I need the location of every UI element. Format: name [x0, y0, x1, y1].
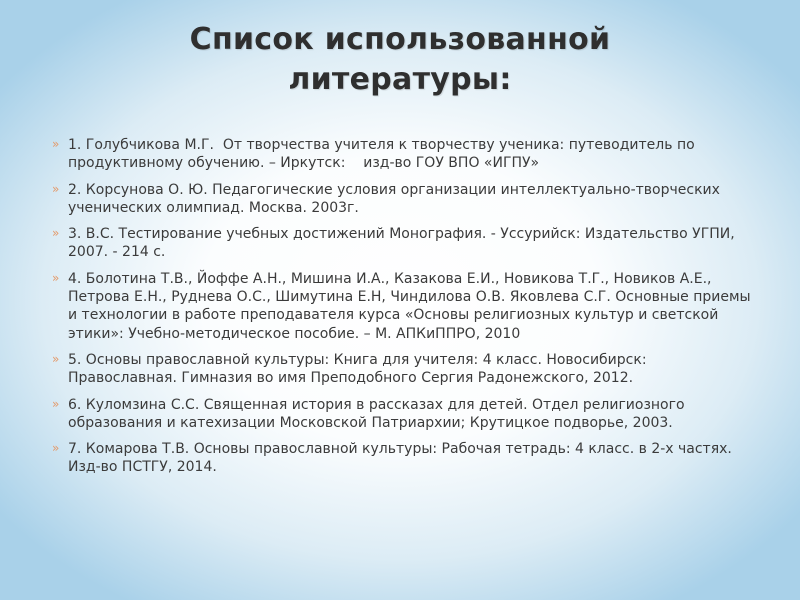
reference-text: 3. В.С. Тестирование учебных достижений Монография. - Уссурийск: Издательство УГПИ, 2007. - 214 с. — [68, 226, 740, 261]
reference-item-6 — [52, 396, 752, 433]
reference-item-2 — [52, 181, 752, 218]
reference-text: 5. Основы православной культуры: Книга для учителя: 4 класс. Новосибирск: Православная. Гимназия во имя Преподобного Сергия Радонежского, 2012. — [68, 351, 651, 387]
bullet-icon: » — [52, 351, 60, 366]
reference-item-3 — [52, 225, 752, 262]
reference-item-5 — [52, 351, 752, 388]
reference-list — [52, 136, 756, 485]
bullet-icon: » — [52, 441, 60, 456]
bullet-icon: » — [52, 226, 60, 241]
reference-text: 7. Комарова Т.В. Основы православной культуры: Рабочая тетрадь: 4 класс. в 2-х частях. Изд-во ПСТГУ, 2014. — [68, 441, 737, 476]
bullet-icon: » — [52, 181, 60, 196]
reference-text: 4. Болотина Т.В., Йоффе А.Н., Мишина И.А., Казакова Е.И., Новикова Т.Г., Новиков А.Е., Петрова Е.Н., Руднева О.С., Шимутина Е.Н, Чиндилова О.В. Яковлева С.Г. Основные приемы и технологии в работе преподавателя курса «Основы религиозных культур и светской этики»: Учебно-методическое пособие. – М. АПКиППРО, 2010 — [68, 270, 756, 342]
reference-item-7 — [52, 440, 752, 477]
reference-text: 1. Голубчикова М.Г. От творчества учителя к творчеству ученика: путеводитель по продуктивному обучению. – Иркутск: изд-во ГОУ ВПО «ИГПУ» — [68, 137, 700, 172]
reference-item-1 — [52, 136, 752, 173]
bullet-icon: » — [52, 270, 60, 285]
slide-title-line-2: литературы: — [288, 62, 512, 97]
bullet-icon: » — [52, 137, 60, 151]
bullet-icon: » — [52, 396, 60, 411]
reference-item-4 — [52, 270, 756, 343]
reference-text: 6. Куломзина С.С. Священная история в рассказах для детей. Отдел религиозного образования и катехизации Московской Патриархии; Крутицкое подворье, 2003. — [68, 396, 689, 431]
slide-title-line-1: Список использованной — [189, 22, 611, 57]
reference-text: 2. Корсунова О. Ю. Педагогические условия организации интеллектуально-творческих ученических олимпиад. Москва. 2003г. — [68, 181, 725, 216]
slide-title — [60, 20, 740, 100]
